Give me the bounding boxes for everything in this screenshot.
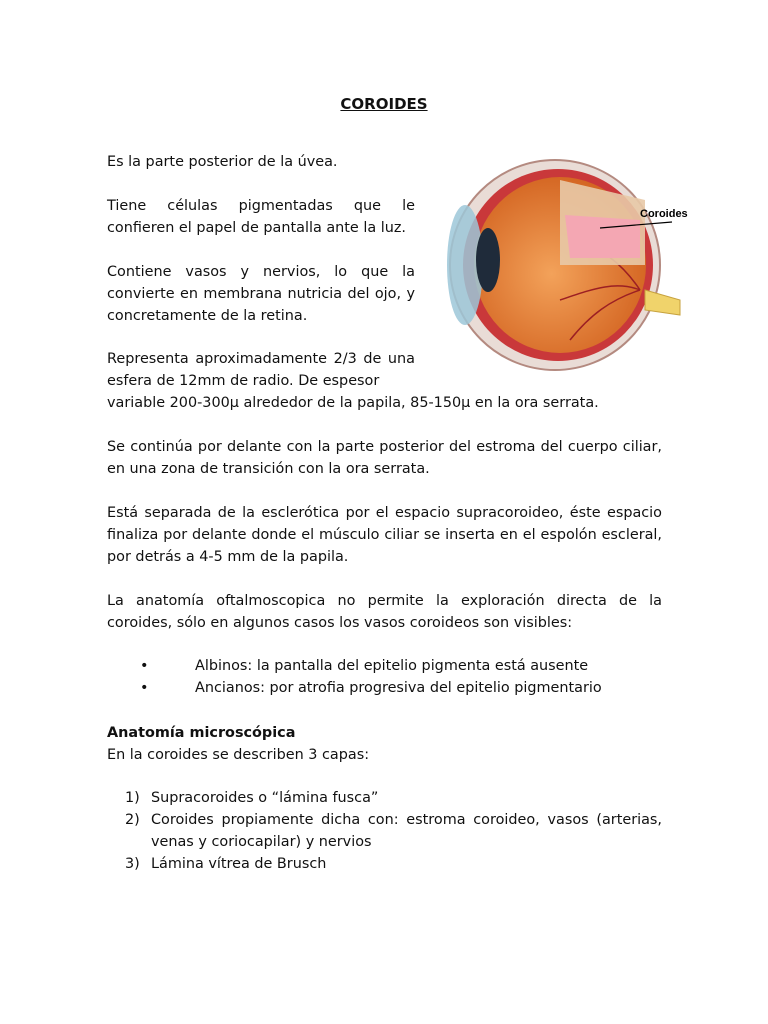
list-item-text: Albinos: la pantalla del epitelio pigmenta está ausente bbox=[195, 658, 589, 674]
paragraph-ciliary-body: Se continúa por delante con la parte posterior del estroma del cuerpo ciliar, en una zona de transición con la ora serrata. bbox=[107, 439, 662, 477]
bullet-mark: • bbox=[140, 680, 149, 696]
list-number: 2) bbox=[125, 812, 140, 828]
list-item-text: Ancianos: por atrofia progresiva del epitelio pigmentario bbox=[195, 680, 602, 696]
section-intro: En la coroides se describen 3 capas: bbox=[107, 747, 370, 763]
paragraph-sphere: Representa aproximadamente 2/3 de una esfera de 12mm de radio. De espesor bbox=[107, 351, 415, 389]
list-number: 1) bbox=[125, 790, 140, 806]
visibility-bullet-list bbox=[140, 655, 660, 699]
list-item bbox=[107, 809, 662, 853]
paragraph-ophthalmoscopy: La anatomía oftalmoscopica no permite la exploración directa de la coroides, sólo en algunos casos los vasos coroideos son visibles: bbox=[107, 593, 662, 631]
list-number: 3) bbox=[125, 856, 140, 872]
list-item bbox=[107, 853, 662, 875]
list-item-text: Coroides propiamente dicha con: estroma coroideo, vasos (arterias, venas y coriocapilar) y nervios bbox=[151, 812, 662, 850]
page-title: COROIDES bbox=[340, 95, 428, 113]
optic-nerve-shape bbox=[645, 290, 680, 315]
list-item bbox=[140, 655, 660, 677]
section-heading: Anatomía microscópica bbox=[107, 725, 296, 741]
paragraph-vessels-nerves: Contiene vasos y nervios, lo que la convierte en membrana nutricia del ojo, y concretamente de la retina. bbox=[107, 264, 415, 324]
paragraph-thickness: variable 200-300µ alrededor de la papila, 85-150µ en la ora serrata. bbox=[107, 395, 599, 411]
paragraph-suprachoroid-space: Está separada de la esclerótica por el espacio supracoroideo, éste espacio finaliza por delante donde el músculo ciliar se inserta en el espolón escleral, por detrás a 4-5 mm de la papila. bbox=[107, 505, 662, 565]
paragraph-pigment-cells: Tiene células pigmentadas que le confieren el papel de pantalla ante la luz. bbox=[107, 198, 415, 236]
list-item-text: Lámina vítrea de Brusch bbox=[151, 856, 327, 872]
eye-cross-section-icon bbox=[440, 140, 690, 390]
list-item bbox=[140, 677, 660, 699]
layers-numbered-list bbox=[107, 787, 662, 875]
bullet-mark: • bbox=[140, 658, 149, 674]
figure-label-coroides: Coroides bbox=[640, 208, 688, 220]
list-item bbox=[107, 787, 662, 809]
lens-shape bbox=[476, 228, 500, 292]
paragraph-uvea: Es la parte posterior de la úvea. bbox=[107, 154, 338, 170]
list-item-text: Supracoroides o “lámina fusca” bbox=[151, 790, 379, 806]
cut-face-pink-shape bbox=[565, 215, 640, 258]
